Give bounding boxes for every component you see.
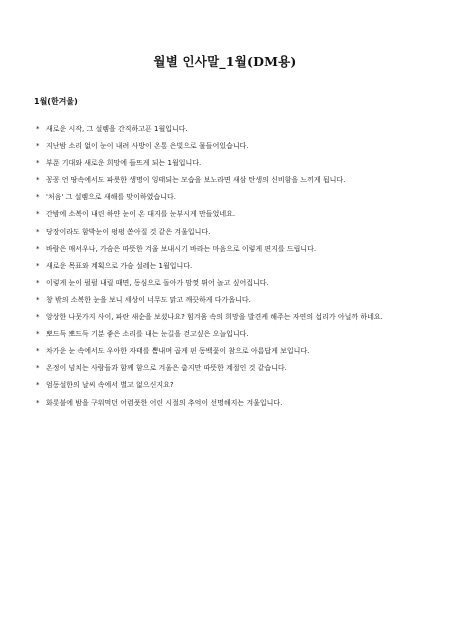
bullet-marker: * xyxy=(36,295,40,304)
bullet-marker: * xyxy=(36,313,40,322)
list-item-text: 간밤에 소복이 내린 하얀 눈이 온 대지를 눈부시게 만들었네요. xyxy=(46,210,236,219)
list-item-text: 창 밖의 소복한 눈을 보니 세상이 너무도 맑고 깨끗하게 다가옵니다. xyxy=(46,295,251,304)
list-item-text: 부푼 기대와 새로운 희망에 들뜨게 되는 1월입니다. xyxy=(46,159,202,168)
list-item xyxy=(36,361,426,376)
list-item xyxy=(36,207,426,222)
bullet-marker: * xyxy=(36,330,40,339)
bullet-marker: * xyxy=(36,210,40,219)
bullet-marker: * xyxy=(36,381,40,390)
list-item-text: 바람은 매서우나, 가슴은 따뜻한 겨울 보내시기 바라는 마음으로 이렇게 편지를 드립니다. xyxy=(46,244,317,253)
list-item xyxy=(36,327,426,342)
list-item xyxy=(36,276,426,291)
list-item-text: 새로운 시작, 그 설렘을 간직하고픈 1월입니다. xyxy=(46,125,188,133)
list-item xyxy=(36,293,426,308)
list-item-text: 앙상한 나뭇가지 사이, 파란 새순을 보셨나요? 힘겨움 속의 희망을 발견케 해주는 자연의 섭리가 아닐까 하네요. xyxy=(46,313,383,322)
list-item xyxy=(36,190,426,205)
list-item-text: 엄동설한의 날씨 속에서 별고 없으신지요? xyxy=(46,381,174,390)
list-item-text: 이렇게 눈이 펄펄 내릴 때면, 동심으로 돌아가 맘껏 뛰어 놀고 싶어집니다. xyxy=(46,278,269,287)
list-item xyxy=(36,259,426,274)
list-item-text: 화롯불에 밤을 구워먹던 어렴풋한 어린 시절의 추억이 선명해지는 겨울입니다. xyxy=(46,398,283,407)
list-item xyxy=(36,378,426,393)
document-title: 월별 인사말_1월(DM용) xyxy=(153,54,297,69)
bullet-marker: * xyxy=(36,244,40,253)
list-item-text: '처음' 그 설렘으로 새해를 맞이하였습니다. xyxy=(46,193,176,202)
bullet-marker: * xyxy=(36,125,40,133)
list-item-text: 당장이라도 함박눈이 펑펑 쏟아질 것 같은 겨울입니다. xyxy=(46,227,211,236)
bullet-marker: * xyxy=(36,142,40,151)
bullet-marker: * xyxy=(36,261,40,270)
bullet-marker: * xyxy=(36,278,40,287)
list-item xyxy=(36,139,426,154)
list-item xyxy=(36,156,426,171)
bullet-marker: * xyxy=(36,347,40,356)
list-item xyxy=(36,242,426,257)
list-item-text: 온정이 넘치는 사람들과 함께 함으로 겨울은 춥지만 따뜻한 계절인 것 같습니다. xyxy=(46,364,287,373)
bullet-marker: * xyxy=(36,193,40,202)
list-item-text: 새로운 목표와 계획으로 가슴 설레는 1월입니다. xyxy=(46,261,193,270)
list-item-text: 지난밤 소리 없이 눈이 내려 사방이 온통 은빛으로 물들어있습니다. xyxy=(46,142,249,151)
bullet-marker: * xyxy=(36,364,40,373)
list-item xyxy=(36,173,426,188)
list-item xyxy=(36,122,426,137)
list-item-text: 차가운 눈 속에서도 우아한 자태를 뽐내며 곱게 핀 동백꽃이 참으로 아름답게 보입니다. xyxy=(46,347,310,356)
list-item xyxy=(36,344,426,359)
list-item xyxy=(36,310,426,325)
greeting-list xyxy=(36,122,426,413)
list-item xyxy=(36,225,426,240)
bullet-marker: * xyxy=(36,227,40,236)
list-item-text: 꽁꽁 언 땅속에서도 파릇한 생명이 잉태되는 모습을 보노라면 새삼 탄생의 신비함을 느끼게 됩니다. xyxy=(46,176,346,185)
bullet-marker: * xyxy=(36,176,40,185)
bullet-marker: * xyxy=(36,159,40,168)
list-item-text: 뽀드득 뽀드득 기분 좋은 소리를 내는 눈길을 걷고싶은 오늘입니다. xyxy=(46,330,249,339)
list-item xyxy=(36,396,426,411)
bullet-marker: * xyxy=(36,398,40,407)
section-heading: 1월(한겨울) xyxy=(34,97,78,106)
